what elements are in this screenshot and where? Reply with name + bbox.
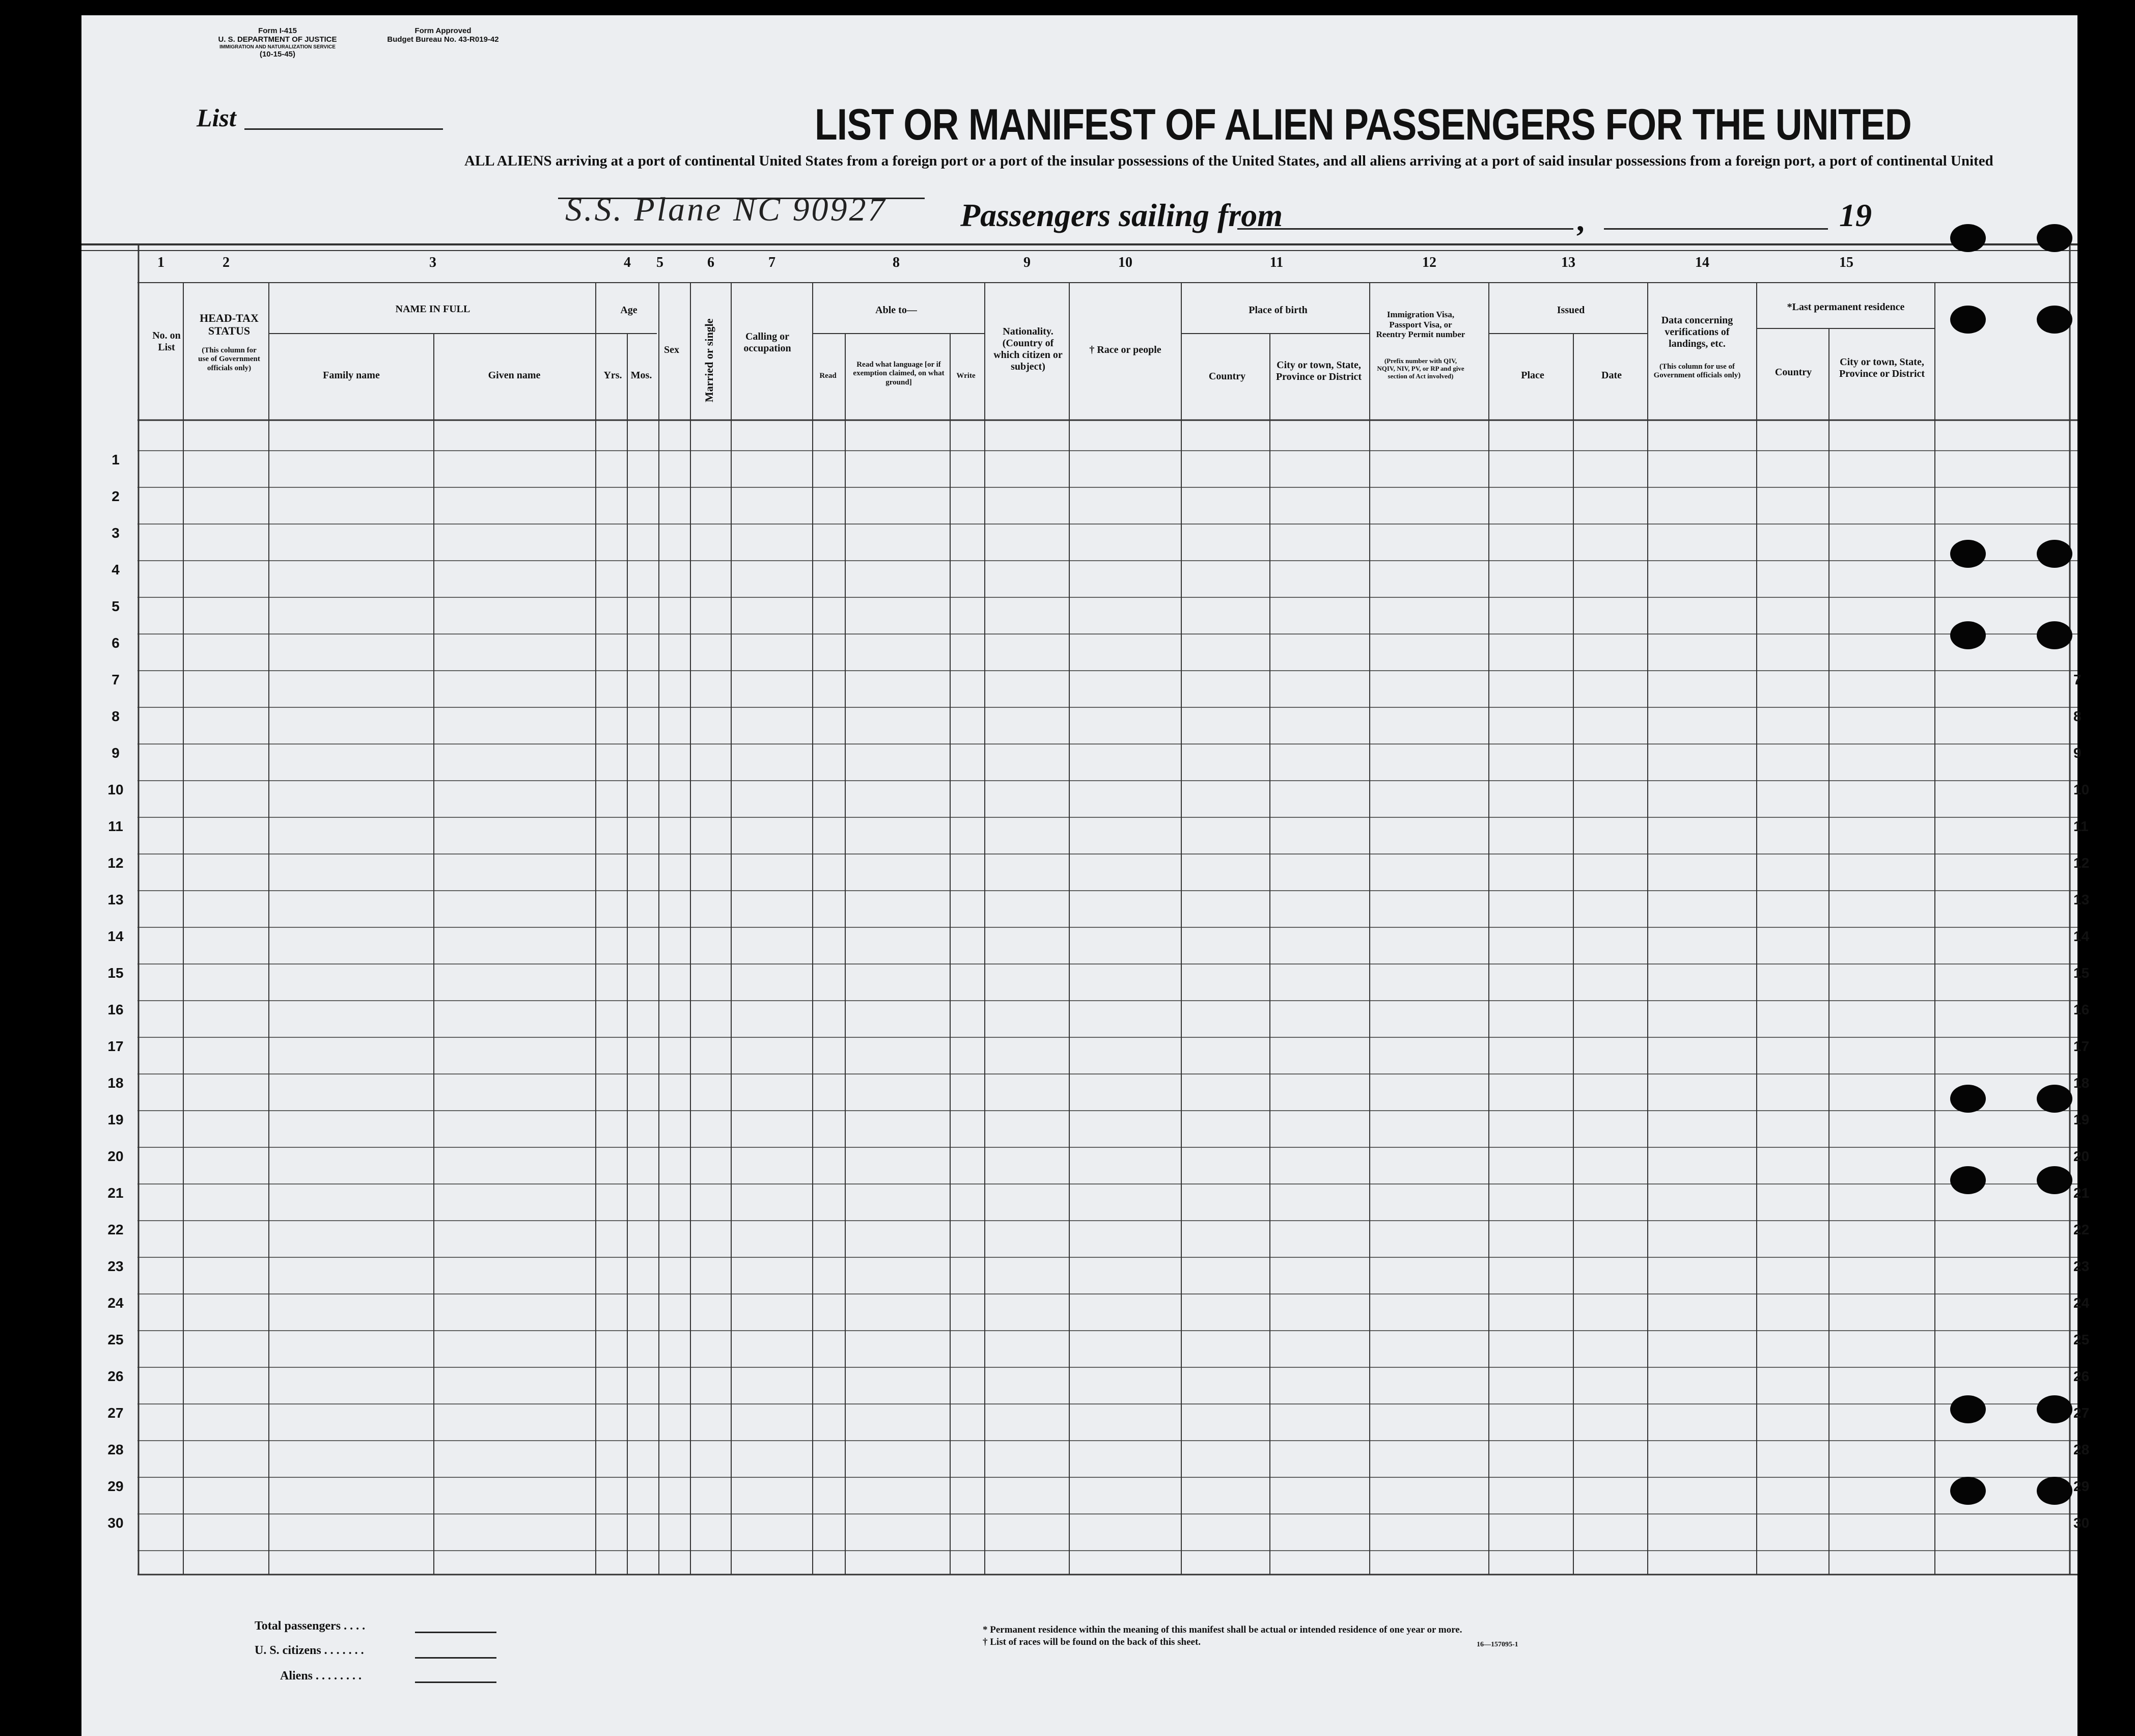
punch-hole [2037, 1395, 2072, 1423]
page-title: LIST OR MANIFEST OF ALIEN PASSENGERS FOR THE UNITED [815, 100, 1911, 149]
column-number-11: 11 [1269, 255, 1284, 270]
punch-hole [2037, 1166, 2072, 1194]
footer-aliens: Aliens . . . . . . . . [280, 1669, 362, 1683]
punch-hole [2037, 621, 2072, 649]
header-no-on-list: No. on List [152, 330, 181, 353]
column-number-14: 14 [1695, 255, 1709, 270]
list-number-field[interactable] [244, 128, 443, 130]
punch-hole [2037, 224, 2072, 252]
header-data-note: (This column for use of Government officials only) [1653, 363, 1741, 380]
row-number-right: 10 [2073, 782, 2090, 797]
header-sex: Sex [664, 344, 679, 355]
row-number: 20 [107, 1148, 124, 1164]
punch-hole [1950, 1477, 1986, 1505]
total-passengers-label: Total passengers [255, 1619, 341, 1633]
row-number: 6 [112, 635, 120, 651]
row-number-right: 13 [2073, 892, 2090, 907]
row-number: 26 [107, 1368, 124, 1384]
row-number: 7 [112, 672, 120, 687]
header-last-residence: *Last permanent residence [1787, 301, 1905, 313]
row-number: 25 [107, 1332, 124, 1347]
header-able-to: Able to— [875, 305, 917, 316]
header-name-in-full: NAME IN FULL [395, 304, 470, 315]
header-data-concerning: Data concerning verifications of landings, etc. [1661, 315, 1733, 349]
row-number-right: 9 [2073, 745, 2082, 761]
punch-hole [2037, 306, 2072, 334]
us-citizens-label: U. S. citizens [255, 1644, 321, 1657]
punch-hole [2037, 1477, 2072, 1505]
row-number: 11 [108, 818, 123, 834]
row-number-right: 30 [2073, 1515, 2090, 1531]
header-married-single: Married or single [703, 318, 715, 402]
form-id-block [193, 26, 362, 59]
manifest-sheet [81, 15, 2077, 1736]
row-number-right: 24 [2073, 1295, 2090, 1311]
header-read-language: Read what language [or if exemption claimed, on what ground] [853, 361, 945, 387]
row-number-right: 18 [2073, 1075, 2090, 1091]
row-number-right: 26 [2073, 1368, 2090, 1384]
row-number: 10 [107, 782, 124, 797]
row-number: 3 [112, 525, 120, 541]
budget-bureau-number: Budget Bureau No. 43-R019-42 [387, 35, 499, 44]
row-number-right: 21 [2073, 1185, 2090, 1201]
row-number: 24 [107, 1295, 124, 1311]
header-head-tax: HEAD-TAX STATUS [200, 312, 259, 338]
row-number: 27 [107, 1405, 124, 1421]
row-number: 5 [112, 598, 120, 614]
row-number: 17 [107, 1038, 124, 1054]
row-number: 13 [107, 892, 124, 907]
punch-hole [1950, 1395, 1986, 1423]
column-number-5: 5 [656, 255, 663, 270]
footer-us-citizens: U. S. citizens . . . . . . . [255, 1644, 364, 1657]
sailing-date-field[interactable] [1604, 228, 1828, 230]
column-number-4: 4 [624, 255, 631, 270]
header-calling: Calling or occupation [743, 331, 791, 354]
row-number: 12 [107, 855, 124, 871]
sailing-from-label: Passengers sailing from [960, 197, 1283, 233]
header-visa-note: (Prefix number with QIV, NQIV, NIV, PV, or RP and give section of Act involved) [1377, 357, 1464, 380]
row-number-right: 29 [2073, 1478, 2090, 1494]
row-number-right: 27 [2073, 1405, 2090, 1421]
races-footnote: † List of races will be found on the back of this sheet. [983, 1637, 1201, 1647]
header-issued-date: Date [1601, 370, 1622, 381]
form-number: Form I-415 [258, 26, 297, 35]
row-number-right: 7 [2073, 672, 2082, 687]
row-number: 29 [107, 1478, 124, 1494]
row-number-right: 19 [2073, 1112, 2090, 1127]
column-number-2: 2 [223, 255, 230, 270]
row-number: 28 [107, 1442, 124, 1457]
header-write: Write [956, 372, 976, 380]
form-approved-block [356, 26, 530, 44]
column-number-1: 1 [157, 255, 164, 270]
header-visa: Immigration Visa, Passport Visa, or Reentry Permit number [1376, 310, 1465, 340]
row-number-right: 11 [2073, 818, 2089, 834]
punch-hole [1950, 540, 1986, 568]
department-name: U. S. DEPARTMENT OF JUSTICE [218, 35, 337, 44]
punch-hole [1950, 306, 1986, 334]
row-number-right: 14 [2073, 928, 2090, 944]
header-issued: Issued [1557, 305, 1585, 316]
column-number-13: 13 [1561, 255, 1575, 270]
us-citizens-field[interactable] [415, 1657, 496, 1659]
header-read: Read [819, 372, 837, 380]
ship-name-handwritten: S.S. Plane NC 90927 [565, 191, 887, 228]
column-number-8: 8 [893, 255, 900, 270]
row-number: 9 [112, 745, 120, 761]
aliens-field[interactable] [415, 1682, 496, 1683]
column-number-9: 9 [1023, 255, 1031, 270]
row-number: 8 [112, 708, 120, 724]
row-number: 1 [112, 452, 120, 467]
service-name: IMMIGRATION AND NATURALIZATION SERVICE [219, 44, 336, 50]
page-subtitle: ALL ALIENS arriving at a port of continental United States from a foreign port or a port of the insular possessions of the United States, and all aliens arriving at a port of said insular possessions from a foreign port, a port of continental United [464, 153, 1993, 169]
header-place-of-birth: Place of birth [1249, 305, 1308, 316]
footer-total-passengers: Total passengers . . . . [255, 1619, 366, 1633]
row-number-right: 25 [2073, 1332, 2090, 1347]
residence-footnote: * Permanent residence within the meaning of this manifest shall be actual or intended residence of one year or more. [983, 1624, 1462, 1635]
header-birth-city: City or town, State, Province or District [1276, 360, 1362, 382]
header-family-name: Family name [323, 370, 380, 381]
punch-hole [1950, 1166, 1986, 1194]
row-number-right: 22 [2073, 1222, 2090, 1237]
row-number-right: 8 [2073, 708, 2082, 724]
form-date: (10-15-45) [259, 50, 296, 59]
row-number: 15 [107, 965, 124, 981]
punch-hole [1950, 621, 1986, 649]
column-number-6: 6 [707, 255, 714, 270]
row-number-right: 23 [2073, 1258, 2090, 1274]
row-number-right: 17 [2073, 1038, 2090, 1054]
comma-separator: , [1576, 203, 1585, 238]
total-passengers-field[interactable] [415, 1632, 496, 1633]
list-label: List [197, 103, 236, 132]
column-number-15: 15 [1839, 255, 1853, 270]
row-number: 14 [107, 928, 124, 944]
column-number-10: 10 [1118, 255, 1132, 270]
header-residence-city: City or town, State, Province or District [1839, 356, 1925, 379]
header-residence-country: Country [1774, 367, 1812, 378]
print-code: 16—157095-1 [1477, 1641, 1518, 1648]
row-number: 19 [107, 1112, 124, 1127]
header-race: † Race or people [1089, 344, 1161, 355]
header-age-yrs: Yrs. [603, 370, 622, 381]
header-birth-country: Country [1208, 371, 1246, 382]
row-number: 4 [112, 562, 120, 577]
row-number: 30 [107, 1515, 124, 1531]
column-number-12: 12 [1422, 255, 1436, 270]
row-number: 23 [107, 1258, 124, 1274]
form-approved-label: Form Approved [414, 26, 472, 35]
column-number-3: 3 [429, 255, 436, 270]
aliens-label: Aliens [280, 1669, 313, 1683]
punch-hole [2037, 540, 2072, 568]
row-number: 2 [112, 488, 120, 504]
punch-hole [1950, 1085, 1986, 1113]
header-head-tax-note: (This column for use of Government officials only) [198, 346, 260, 372]
year-prefix: 19 [1839, 197, 1872, 233]
row-number-right: 20 [2073, 1148, 2090, 1164]
row-number: 22 [107, 1222, 124, 1237]
row-number-right: 16 [2073, 1002, 2090, 1017]
header-issued-place: Place [1521, 370, 1544, 381]
row-number: 21 [107, 1185, 124, 1201]
punch-hole [2037, 1085, 2072, 1113]
punch-hole [1950, 224, 1986, 252]
sailing-port-field[interactable] [1237, 228, 1573, 230]
header-age: Age [620, 305, 637, 316]
row-number: 16 [107, 1002, 124, 1017]
row-number: 18 [107, 1075, 124, 1091]
row-number-right: 12 [2073, 855, 2090, 871]
header-given-name: Given name [488, 370, 541, 381]
header-nationality: Nationality. (Country of which citizen or subject) [993, 326, 1063, 372]
header-age-mos: Mos. [630, 370, 652, 381]
column-number-7: 7 [768, 255, 775, 270]
row-number-right: 28 [2073, 1442, 2090, 1457]
row-number-right: 15 [2073, 965, 2090, 981]
